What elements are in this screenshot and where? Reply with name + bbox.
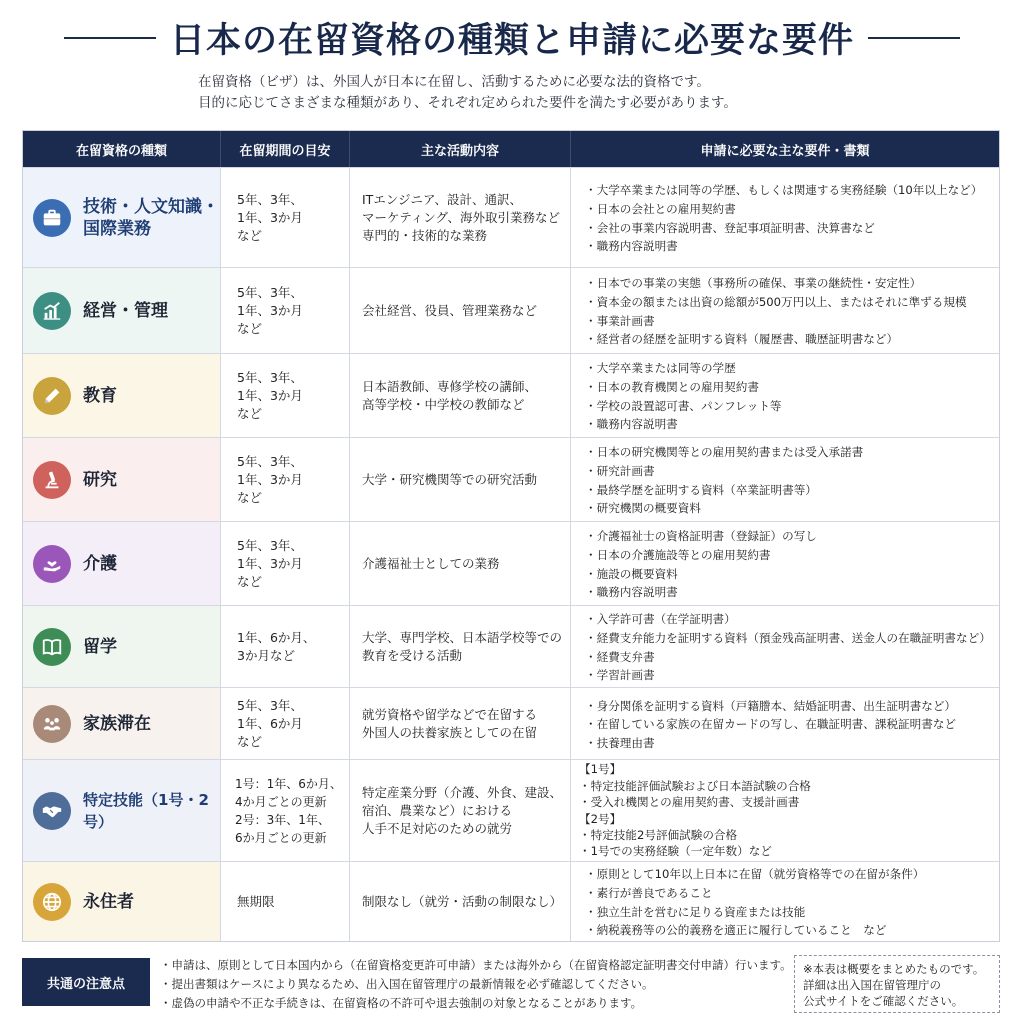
cell-requirements bbox=[571, 522, 999, 605]
notes-list bbox=[160, 956, 790, 1013]
table-row bbox=[23, 167, 999, 267]
requirement-item: ・大学卒業または同等の学歴、もしくは関連する実務経験（10年以上など） bbox=[585, 183, 983, 198]
cell-activity: 会社経営、役員、管理業務など bbox=[350, 268, 571, 353]
cell-type bbox=[23, 760, 221, 861]
requirement-item: ・資本金の額または出資の総額が500万円以上、またはそれに準ずる規模 bbox=[585, 294, 967, 309]
cell-period: 1年、6か月、 3か月など bbox=[221, 606, 350, 687]
cell-period: 5年、3年、 1年、3か月 など bbox=[221, 522, 350, 605]
page-title: 日本の在留資格の種類と申請に必要な要件 bbox=[169, 20, 854, 61]
cell-period: 5年、3年、 1年、3か月 など bbox=[221, 354, 350, 437]
cell-activity: 介護福祉士としての業務 bbox=[350, 522, 571, 605]
disclaimer-line-1: ※本表は概要をまとめたものです。 bbox=[803, 962, 985, 976]
requirement-item: ・扶養理由書 bbox=[585, 735, 655, 750]
care-hand-icon bbox=[33, 545, 71, 583]
cell-requirements bbox=[571, 438, 999, 521]
cell-activity: 制限なし（就労・活動の制限なし） bbox=[350, 862, 571, 941]
book-icon bbox=[33, 628, 71, 666]
requirement-item: ・特定技能評価試験および日本語試験の合格 bbox=[579, 778, 811, 793]
cell-period: 5年、3年、 1年、6か月 など bbox=[221, 688, 350, 759]
microscope-icon bbox=[33, 461, 71, 499]
requirement-item: ・独立生計を営むに足りる資産または技能 bbox=[585, 904, 806, 919]
visa-table bbox=[22, 130, 1000, 942]
cell-type bbox=[23, 862, 221, 941]
requirement-item: ・入学許可書（在学証明書） bbox=[585, 612, 736, 627]
cell-type bbox=[23, 438, 221, 521]
cell-requirements bbox=[571, 606, 999, 687]
type-name: 留学 bbox=[83, 636, 117, 657]
type-name: 経営・管理 bbox=[83, 300, 168, 321]
cell-period: 5年、3年、 1年、3か月 など bbox=[221, 168, 350, 267]
note-item: ・申請は、原則として日本国内から（在留資格変更許可申請）または海外から（在留資格認定証明書交付申請）行います。 bbox=[160, 958, 792, 972]
cell-activity: 特定産業分野（介護、外食、建設、 宿泊、農業など）における 人手不足対応のための就労 bbox=[350, 760, 571, 861]
header-type: 在留資格の種類 bbox=[23, 131, 221, 167]
header-rule-right bbox=[868, 37, 960, 39]
requirement-item: ・日本の教育機関との雇用契約書 bbox=[585, 379, 759, 394]
cell-activity: 大学・研究機関等での研究活動 bbox=[350, 438, 571, 521]
table-row bbox=[23, 353, 999, 437]
requirement-item: ・職務内容説明書 bbox=[585, 239, 678, 254]
cell-type bbox=[23, 268, 221, 353]
pencil-icon bbox=[33, 377, 71, 415]
cell-type bbox=[23, 522, 221, 605]
requirement-item: ・学習計画書 bbox=[585, 668, 655, 683]
requirement-item: ・学校の設置認可書、パンフレット等 bbox=[585, 398, 782, 413]
requirement-item: ・職務内容説明書 bbox=[585, 417, 678, 432]
requirement-item: 【2号】 bbox=[579, 811, 622, 826]
family-icon bbox=[33, 705, 71, 743]
requirement-item: ・研究機関の概要資料 bbox=[585, 501, 701, 516]
table-header bbox=[23, 131, 999, 167]
table-row bbox=[23, 521, 999, 605]
cell-period: 5年、3年、 1年、3か月 など bbox=[221, 438, 350, 521]
disclaimer-line-2: 詳細は出入国在留管理庁の bbox=[803, 978, 941, 992]
type-name: 技術・人文知識・ 国際業務 bbox=[83, 196, 219, 239]
type-name: 家族滞在 bbox=[83, 713, 151, 734]
cell-requirements bbox=[571, 268, 999, 353]
cell-activity: 大学、専門学校、日本語学校等での 教育を受ける活動 bbox=[350, 606, 571, 687]
header-requirements: 申請に必要な主な要件・書類 bbox=[700, 143, 870, 159]
cell-requirements bbox=[571, 168, 999, 267]
table-body bbox=[23, 167, 999, 941]
requirement-item: ・日本の会社との雇用契約書 bbox=[585, 201, 736, 216]
cell-type bbox=[23, 606, 221, 687]
requirement-item: ・原則として10年以上日本に在留（就労資格等での在留が条件） bbox=[585, 867, 925, 882]
header-period: 在留期間の目安 bbox=[221, 131, 350, 167]
cell-activity: ITエンジニア、設計、通訳、 マーケティング、海外取引業務など 専門的・技術的な業務 bbox=[350, 168, 571, 267]
type-name: 特定技能（1号・2号） bbox=[83, 790, 209, 831]
type-name: 介護 bbox=[83, 553, 117, 574]
requirement-item: ・大学卒業または同等の学歴 bbox=[585, 361, 736, 376]
requirement-item: ・1号での実務経験（一定年数）など bbox=[579, 844, 772, 859]
cell-activity: 日本語教師、専修学校の講師、 高等学校・中学校の教師など bbox=[350, 354, 571, 437]
table-row bbox=[23, 759, 999, 861]
requirement-item: ・研究計画書 bbox=[585, 463, 655, 478]
requirement-item: ・在留している家族の在留カードの写し、在職証明書、課税証明書など bbox=[585, 717, 957, 732]
cell-requirements bbox=[571, 862, 999, 941]
type-name: 教育 bbox=[83, 385, 117, 406]
requirement-item: ・日本の介護施設等との雇用契約書 bbox=[585, 547, 771, 562]
table-row bbox=[23, 687, 999, 759]
cell-period: 1号：1年、6か月、 4か月ごとの更新 2号：3年、1年、 6か月ごとの更新 bbox=[221, 760, 350, 861]
requirement-item: ・身分関係を証明する資料（戸籍謄本、結婚証明書、出生証明書など） bbox=[585, 698, 957, 713]
intro-line-2: 目的に応じてさまざまな種類があり、それぞれ定められた要件を満たす必要があります。 bbox=[198, 95, 737, 111]
cell-activity: 就労資格や留学などで在留する 外国人の扶養家族としての在留 bbox=[350, 688, 571, 759]
globe-icon bbox=[33, 883, 71, 921]
intro-text bbox=[198, 72, 998, 114]
briefcase-icon bbox=[33, 199, 71, 237]
requirement-item: ・素行が善良であること bbox=[585, 885, 713, 900]
table-row bbox=[23, 605, 999, 687]
note-item: ・提出書類はケースにより異なるため、出入国在留管理庁の最新情報を必ず確認してください。 bbox=[160, 977, 654, 991]
table-row bbox=[23, 267, 999, 353]
table-row bbox=[23, 437, 999, 521]
cell-period: 5年、3年、 1年、3か月 など bbox=[221, 268, 350, 353]
chart-icon bbox=[33, 292, 71, 330]
table-row bbox=[23, 861, 999, 941]
requirement-item: ・経費支弁能力を証明する資料（預金残高証明書、送金人の在職証明書など） bbox=[585, 630, 991, 645]
requirement-item: ・職務内容説明書 bbox=[585, 585, 678, 600]
requirement-item: ・日本の研究機関等との雇用契約書または受入承諾書 bbox=[585, 445, 864, 460]
requirement-item: ・最終学歴を証明する資料（卒業証明書等） bbox=[585, 482, 817, 497]
page-header bbox=[0, 10, 1024, 66]
requirement-item: ・介護福祉士の資格証明書（登録証）の写し bbox=[585, 529, 817, 544]
requirement-item: ・受入れ機関との雇用契約書、支援計画書 bbox=[579, 795, 800, 810]
requirement-item: ・事業計画書 bbox=[585, 313, 655, 328]
requirement-item: ・経営者の経歴を証明する資料（履歴書、職歴証明書など） bbox=[585, 332, 899, 347]
cell-type bbox=[23, 354, 221, 437]
handshake-icon bbox=[33, 792, 71, 830]
disclaimer-box bbox=[794, 955, 1000, 1013]
header-rule-left bbox=[64, 37, 156, 39]
cell-type bbox=[23, 168, 221, 267]
requirement-item: ・施設の概要資料 bbox=[585, 566, 678, 581]
requirement-item: 【1号】 bbox=[579, 762, 622, 777]
type-name: 永住者 bbox=[83, 891, 134, 912]
cell-requirements bbox=[571, 688, 999, 759]
disclaimer-line-3: 公式サイトをご確認ください。 bbox=[803, 994, 964, 1008]
requirement-item: ・経費支弁書 bbox=[585, 649, 655, 664]
type-name: 研究 bbox=[83, 469, 117, 490]
intro-line-1: 在留資格（ビザ）は、外国人が日本に在留し、活動するために必要な法的資格です。 bbox=[198, 74, 710, 90]
requirement-item: ・日本での事業の実態（事務所の確保、事業の継続性・安定性） bbox=[585, 276, 922, 291]
requirement-item: ・納税義務等の公的義務を適正に履行していること など bbox=[585, 923, 887, 938]
header-activity: 主な活動内容 bbox=[350, 131, 571, 167]
cell-requirements bbox=[571, 354, 999, 437]
notes-label: 共通の注意点 bbox=[22, 958, 150, 1006]
note-item: ・虚偽の申請や不正な手続きは、在留資格の不許可や退去強制の対象となることがあります。 bbox=[160, 996, 643, 1010]
requirement-item: ・会社の事業内容説明書、登記事項証明書、決算書など bbox=[585, 220, 875, 235]
requirement-item: ・特定技能2号評価試験の合格 bbox=[579, 827, 738, 842]
cell-period: 無期限 bbox=[221, 862, 350, 941]
cell-requirements bbox=[571, 760, 999, 861]
cell-type bbox=[23, 688, 221, 759]
